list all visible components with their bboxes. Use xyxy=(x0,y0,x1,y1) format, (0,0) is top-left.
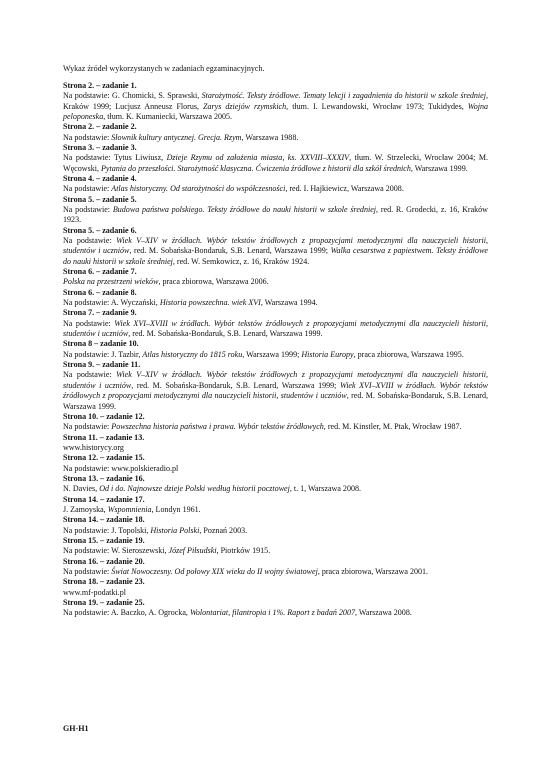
entry-source xyxy=(63,133,488,143)
source-text: , praca zbiorowa, Warszawa 2001. xyxy=(317,567,429,576)
source-entry xyxy=(63,226,488,267)
source-text: J. Zamoyska, xyxy=(63,504,108,514)
source-text: , Piotrków 1915. xyxy=(216,546,271,556)
source-text: , Warszawa 1994. xyxy=(260,298,318,308)
entry-heading: Strona 10. – zadanie 12. xyxy=(63,411,145,421)
entry-heading: Strona 14. – zadanie 17. xyxy=(63,494,145,504)
entry-heading: Strona 19. – zadanie 25. xyxy=(63,598,145,608)
source-title: Zarys dziejów rzymskich xyxy=(203,101,287,111)
source-title: Wojna peloponeska xyxy=(63,101,489,121)
sources-page xyxy=(63,64,488,619)
entry-source xyxy=(63,184,488,194)
source-text: , praca zbiorowa, Warszawa 1995. xyxy=(353,349,464,359)
entry-source xyxy=(63,277,488,287)
source-text: N. Davies, xyxy=(63,484,100,494)
source-title: Pytania do przeszłości. Starożytność klasyczna. Ćwiczenia źródłowe z historii dla szkół średnich xyxy=(101,163,411,173)
source-entry xyxy=(63,122,488,143)
source-title: Historia Europy xyxy=(301,349,354,359)
source-title: Atlas historyczny. Od starożytności do współczesności xyxy=(111,184,286,194)
source-text: , red. M. Sobańska-Bondaruk, S.B. Lenard, Warszawa 1999. xyxy=(128,329,323,339)
source-text: , t. 1, Warszawa 2008. xyxy=(289,484,362,494)
entry-source xyxy=(63,443,488,453)
entry-heading: Strona 2. – zadanie 2. xyxy=(63,122,137,132)
source-text: www.mf-podatki.pl xyxy=(63,587,126,597)
source-text: Na podstawie: W. Sieroszewski, xyxy=(63,546,169,556)
source-entry xyxy=(63,598,488,619)
source-title: Świat Nowoczesny. Od połowy XIX wieku do II wojny światowej xyxy=(111,567,318,576)
entry-source xyxy=(63,546,488,556)
source-entry xyxy=(63,453,488,474)
source-entry xyxy=(63,174,488,195)
entry-source xyxy=(63,205,488,226)
source-entry xyxy=(63,339,488,360)
source-text: , red. M. Sobańska-Bondaruk, S.B. Lenard, Warszawa 1999; xyxy=(129,246,331,256)
entry-heading: Strona 12. – zadanie 15. xyxy=(63,453,145,463)
source-title: Od i do. Najnowsze dzieje Polski według historii pocztowej xyxy=(99,484,290,494)
entry-heading: Strona 2. – zadanie 1. xyxy=(63,80,137,90)
source-text: , praca zbiorowa, Warszawa 2006. xyxy=(158,277,269,287)
source-text: Na podstawie: xyxy=(63,422,112,432)
entry-source xyxy=(63,567,488,577)
source-text: , tłum. I. Lewandowski, Wrocław 1973; Tukidydes, xyxy=(286,101,468,111)
sources-list xyxy=(63,81,488,619)
source-entry xyxy=(63,288,488,309)
source-entry xyxy=(63,412,488,433)
source-entry xyxy=(63,557,488,578)
source-text: , red. M. Sobańska-Bondaruk, S.B. Lenard, Warszawa 1999; xyxy=(131,380,340,390)
source-text: , Poznań 2003. xyxy=(199,525,248,535)
source-text: Na podstawie: xyxy=(63,204,113,214)
entry-heading: Strona 14. – zadanie 18. xyxy=(63,515,145,525)
source-text: Na podstawie: xyxy=(63,184,112,194)
entry-heading: Strona 18. – zadanie 23. xyxy=(63,577,145,587)
entry-heading: Strona 6. – zadanie 7. xyxy=(63,267,137,277)
entry-source xyxy=(63,484,488,494)
entry-source xyxy=(63,370,488,411)
source-entry xyxy=(63,474,488,495)
source-text: Na podstawie: xyxy=(63,567,112,576)
intro-text: Wykaz źródeł wykorzystanych w zadaniach egzaminacyjnych. xyxy=(63,64,265,73)
source-text: , Warszawa 1999; xyxy=(242,349,302,359)
source-entry xyxy=(63,81,488,122)
source-text: Na podstawie: xyxy=(63,318,115,328)
entry-source xyxy=(63,464,488,474)
entry-source xyxy=(63,91,488,122)
source-text: Na podstawie: xyxy=(63,370,117,380)
source-text: Na podstawie: Tytus Liwiusz, xyxy=(63,153,167,163)
source-entry xyxy=(63,495,488,516)
source-text: Na podstawie: xyxy=(63,236,117,245)
source-title: Wiek XVI–XVIII w źródłach. Wybór tekstów źródłowych z propozycjami metodycznymi dla nauczycieli historii, studentów i uczniów xyxy=(63,380,488,401)
source-text: Na podstawie: A. Baczko, A. Ogrocka, xyxy=(63,608,190,618)
source-title: Powszechna historia państwa i prawa. Wybór tekstów źródłowych xyxy=(111,422,324,432)
entry-source xyxy=(63,236,488,267)
entry-heading: Strona 7. – zadanie 9. xyxy=(63,308,137,318)
entry-heading: Strona 13. – zadanie 16. xyxy=(63,473,145,483)
entry-source xyxy=(63,588,488,598)
source-title: Polska na przestrzeni wieków xyxy=(63,277,159,287)
source-title: Historia Polski xyxy=(150,525,200,535)
entry-heading: Strona 5. – zadanie 5. xyxy=(63,194,137,204)
source-text: Na podstawie: G. Chomicki, S. Sprawski, xyxy=(63,91,202,101)
entry-source xyxy=(63,153,488,174)
entry-source xyxy=(63,608,488,618)
source-text: , Kraków 1999; Lucjusz Anneusz Florus, xyxy=(63,91,488,111)
entry-heading: Strona 6. – zadanie 8. xyxy=(63,287,137,297)
source-text: , Londyn 1961. xyxy=(151,504,201,514)
entry-source xyxy=(63,526,488,536)
source-title: Dzieje Rzymu od założenia miasta, ks. XXVIII–XXXIV xyxy=(166,153,350,163)
source-title: Atlas historyczny do 1815 roku xyxy=(142,349,243,359)
source-text: Na podstawie: A. Wyczański, xyxy=(63,298,160,308)
source-title: Józef Piłsudski xyxy=(168,546,217,556)
source-title: Historia powszechna. wiek XVI xyxy=(159,298,261,308)
entry-source xyxy=(63,298,488,308)
source-title: Wolontariat, filantropia i 1%. Raport z badań 2007 xyxy=(189,608,355,618)
source-text: Na podstawie: www.polskieradio.pl xyxy=(63,463,179,473)
source-text: , tłum. K. Kumaniecki, Warszawa 2005. xyxy=(103,111,233,121)
source-text: , Warszawa 1999. xyxy=(410,163,468,173)
entry-heading: Strona 15. – zadanie 19. xyxy=(63,535,145,545)
entry-source xyxy=(63,319,488,340)
source-title: Walka cesarstwa z papiestwem. Teksty źródłowe do nauki historii w szkole średniej xyxy=(63,246,489,266)
source-entry xyxy=(63,515,488,536)
source-entry xyxy=(63,360,488,412)
entry-heading: Strona 4. – zadanie 4. xyxy=(63,173,137,183)
source-text: www.historycy.org xyxy=(63,442,124,452)
entry-heading: Strona 16. – zadanie 20. xyxy=(63,556,145,566)
entry-source xyxy=(63,350,488,360)
source-title: Wiek V–XIV w źródłach. Wybór tekstów źródłowych z propozycjami metodycznymi dla nauczycieli historii, studentów i uczniów xyxy=(63,370,488,390)
source-text: , red. W. Semkowicz, z. 16, Kraków 1924. xyxy=(172,256,310,266)
source-text: , red. R. Grodecki, z. 16, Kraków 1923. xyxy=(63,204,488,225)
source-text: , Warszawa 2008. xyxy=(355,608,412,618)
entry-heading: Strona 3. – zadanie 3. xyxy=(63,142,137,152)
source-title: Wiek XVI–XVIII w źródłach. Wybór tekstów źródłowych z propozycjami metodycznymi dla nauczycieli historii, studentów i uczniów xyxy=(63,318,488,339)
source-title: Wspomnienia xyxy=(107,504,152,514)
source-title: Wiek V–XIV w źródłach. Wybór tekstów źródłowych z propozycjami metodycznymi dla nauczycieli historii, studentów i uczniów xyxy=(63,236,488,256)
source-entry xyxy=(63,308,488,339)
source-entry xyxy=(63,143,488,174)
source-entry xyxy=(63,536,488,557)
source-text: , red. M. Sobańska-Bondaruk, S.B. Lenard, Warszawa 1999. xyxy=(63,391,489,411)
source-entry xyxy=(63,195,488,226)
entry-source xyxy=(63,422,488,432)
entry-heading: Strona 11. – zadanie 13. xyxy=(63,432,145,442)
source-text: , tłum. W. Strzelecki, Wrocław 2004; M. Węcowski, xyxy=(63,153,488,173)
source-text: , red. I. Hajkiewicz, Warszawa 2008. xyxy=(285,184,404,194)
source-title: Słownik kultury antycznej. Grecja. Rzym xyxy=(111,132,242,142)
source-title: Starożytność. Teksty źródłowe. Tematy lekcji i zagadnienia do historii w szkole średniej xyxy=(201,91,486,101)
source-text: Na podstawie: J. Tazbir, xyxy=(63,349,143,359)
source-text: , red. M. Kinstler, M. Ptak, Wrocław 1987. xyxy=(323,422,462,432)
source-entry xyxy=(63,433,488,454)
page-footer-code: GH-H1 xyxy=(63,724,89,733)
source-title: Budowa państwa polskiego. Teksty źródłowe do nauki historii w szkole średniej xyxy=(112,204,377,214)
source-text: Na podstawie: xyxy=(63,132,112,142)
source-entry xyxy=(63,267,488,288)
source-entry xyxy=(63,577,488,598)
entry-heading: Strona 9. – zadanie 11. xyxy=(63,360,141,370)
source-text: , Warszawa 1988. xyxy=(241,132,299,142)
entry-source xyxy=(63,505,488,515)
entry-heading: Strona 8 – zadanie 10. xyxy=(63,339,139,349)
source-text: Na podstawie: J. Topolski, xyxy=(63,525,151,535)
entry-heading: Strona 5. – zadanie 6. xyxy=(63,225,137,235)
